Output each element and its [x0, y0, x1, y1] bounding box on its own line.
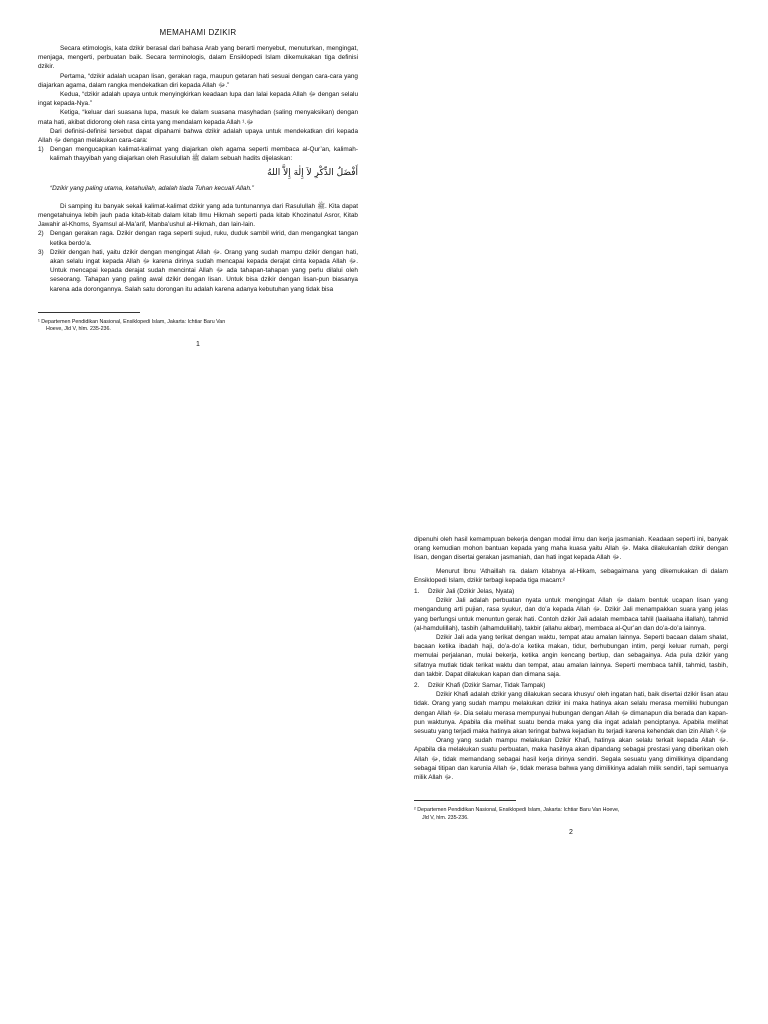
footnote-separator [414, 800, 516, 801]
footnote-line: Jld V, hlm. 235-236. [422, 814, 469, 821]
subheading-number: 2. [414, 682, 420, 690]
paragraph-jali-def: Dzikir Jali adalah perbuatan nyata untuk mengingat Allah ﷻ dalam bentuk ucapan lisan yang mengandung arti pujian, rasa syukur, dan do’a kepada Allah ﷻ. Dzikir Jali menampakkan suara yang jelas yang berfungsi untuk menuntun gerak hati. Contoh dzikir Jali adalah membaca tahlil (laailaaha illallah), tahmid (al-hamdulillah), tasbih (alhamdulillah), takbir (allahu akbar), membaca al-Qur’an dan do’a-do’a lainnya. [414, 597, 728, 632]
hadith-translation [50, 184, 358, 193]
paragraph-tuntunan: Di samping itu banyak sekali kalimat-kalimat dzikir yang ada tuntunannya dari Rasulullah ﷺ. Kita dapat mengetahuinya lebih jauh pada kitab-kitab dalam kitab Ilmu Hikmah seperti pada kitab Khozinatul Asror, Kitab Jawahir al-Khoms, Syamsul al-Ma’arif, Manba’ushul al-Hikmah, dan lain-lain. [38, 202, 358, 229]
arabic-hadith: أَفْضَلُ الذِّكْرِ لاَ إِلٰهَ إِلاَّ اللهُ [267, 167, 358, 178]
footnote-line: Hoeve, Jld V, hlm. 235-236. [46, 326, 111, 333]
page-number: 1 [196, 340, 200, 348]
list-number: 3) [38, 248, 44, 256]
paragraph-ibnu-athaillah: Menurut Ibnu ‘Athaillah ra. dalam kitabnya al-Hikam, sebagaimana yang dikemukakan di dalam Ensiklopedi Islam, dzikir terbagi kepada tiga macam:² [414, 567, 728, 584]
footnote-line: ² Departemen Pendidikan Nasional, Ensiklopedi Islam, Jakarta: Ichtiar Baru Van Hoeve, [414, 807, 620, 814]
subheading-dzikir-khafi [414, 681, 728, 690]
list-text: Dzikir dengan hati, yaitu dzikir dengan mengingat Allah ﷻ. Orang yang sudah mampu dzikir dengan hati, akan selalu ingat kepada Allah ﷻ karena dirinya sudah mencapai kepada derajat cinta kepada Allah ﷻ. Untuk mencapai kepada derajat sudah mencintai Allah ﷻ ada tahapan-tahapan yang perlu dilalui oleh seseorang. Tahapan yang paling awal dzikir dengan lisan. Untuk bisa dzikir dengan lisan-pun biasanya karena ada dorongannya. Salah satu dorongan itu adalah karena adanya kebutuhan yang tidak bisa [50, 248, 358, 293]
list-number: 2) [38, 230, 44, 238]
list-item-2 [38, 229, 358, 247]
paragraph-kedua: Kedua, “dzikir adalah upaya untuk menyingkirkan keadaan lupa dan lalai kepada Allah ﷻ dengan selalu ingat kepada-Nya.” [38, 91, 358, 108]
paragraph-etimologis: Secara etimologis, kata dzikir berasal dari bahasa Arab yang berarti menyebut, menuturkan, mengingat, menjaga, mengerti, perbuatan baik. Secara terminologis, dalam Ensiklopedi Islam dikemukakan tiga definisi dzikir. [38, 45, 358, 71]
list-number: 1) [38, 146, 44, 154]
list-item-3 [38, 248, 358, 294]
page-number: 2 [569, 829, 573, 837]
footnote-2 [414, 807, 728, 822]
paragraph-khafi-hasil: Orang yang sudah mampu melakukan Dzikir Khafi, hatinya akan selalu terkait kepada Allah ﷻ. Apabila dia melakukan suatu perbuatan, maka hasilnya akan dipandang sebagai prestasi yang diberikan oleh Allah ﷻ, tidak memandang sebagai hasil kerja dirinya sendiri. Segala sesuatu yang dimilikinya dipandang sebagai titipan dan karunia Allah ﷻ, tidak merasa bahwa yang dimilikinya adalah milik sendiri, tapi semuanya milik Allah ﷻ. [414, 737, 728, 782]
subheading-number: 1. [414, 588, 420, 596]
list-item-1 [38, 145, 358, 163]
paragraph-jali-waktu: Dzikir Jali ada yang terikat dengan waktu, tempat atau amalan lainnya. Seperti bacaan dalam shalat, bacaan ketika ibadah haji, do’a-do’a ketika makan, tidur, berhubungan intim, pergi keluar rumah, pergi memulai perjalanan, mulai bekerja, ketika angin kencang bertiup, dan sebagainya. Ada pula dzikir yang sifatnya mutlak tidak terikat waktu dan tempat, atau amalan lainnya. Seperti membaca tahlil, tahmid, tasbih, dan takbir. Dapat dilakukan kapan dan dimana saja. [414, 634, 728, 678]
paragraph-definisi: Dari definisi-definisi tersebut dapat dipahami bahwa dzikir adalah upaya untuk mendekatkan diri kepada Allah ﷻ dengan melakukan cara-cara: [38, 127, 358, 145]
subheading-text: Dzikir Jali (Dzikir Jelas, Nyata) [428, 588, 515, 596]
footnote-1 [38, 319, 358, 334]
document-title: MEMAHAMI DZIKIR [159, 28, 237, 37]
subheading-dzikir-jali [414, 587, 728, 596]
footnote-line: ¹ Departemen Pendidikan Nasional, Ensiklopedi Islam, Jakarta: Ichtiar Baru Van [38, 318, 226, 325]
footnote-separator [38, 312, 140, 313]
paragraph-continuation: dipenuhi oleh hasil kemampuan bekerja dengan modal ilmu dan kerja jasmaniah. Keadaan seperti ini, banyak orang kemudian mohon bantuan kepada yang maha kuasa yaitu Allah ﷻ. Maka dilakukanlah dzikir dengan lisan, dengan disertai gerakan jasmaniah, dan hati ingat kepada Allah ﷻ. [414, 536, 728, 562]
list-text: Dengan gerakan raga. Dzikir dengan raga seperti sujud, ruku, duduk sambil wirid, dan mengangkat tangan ketika berdo’a. [50, 230, 358, 247]
list-text: Dengan mengucapkan kalimat-kalimat yang diajarkan oleh agama seperti membaca al-Qur’an, kalimah-kalimah thayyibah yang diajarkan oleh Rasulullah ﷺ dalam sebuah hadits dijelaskan: [50, 146, 358, 163]
page-2 [414, 535, 728, 836]
page-1 [38, 28, 358, 348]
paragraph-khafi-def: Dzikir Khafi adalah dzikir yang dilakukan secara khusyu’ oleh ingatan hati, baik disertai dzikir lisan atau tidak. Orang yang sudah mampu melakukan dzikir ini maka hatinya akan selalu merasa memiliki hubungan dengan Allah ﷻ. Dia selalu merasa mempunyai hubungan dengan Allah ﷻ dimanapun dia berada dan kapan-pun waktunya. Apabila dia melihat suatu benda maka yang dia ingat adalah penciptanya. Apabila melihat sesuatu yang terjadi maka hatinya akan teringat bahwa kejadian itu terjadi karena kehendak dan izin Allah ﷻ.² [414, 691, 728, 736]
paragraph-pertama: Pertama, “dzikir adalah ucapan lisan, gerakan raga, maupun getaran hati sesuai dengan cara-cara yang diajarkan agama, dalam rangka mendekatkan diri kepada Allah ﷻ.” [38, 72, 358, 89]
quote-text: “Dzikir yang paling utama, ketahuilah, adalah tiada Tuhan kecuali Allah.” [50, 184, 254, 192]
subheading-text: Dzikir Khafi (Dzikir Samar, Tidak Tampak) [428, 682, 546, 690]
paragraph-ketiga: Ketiga, “keluar dari suasana lupa, masuk ke dalam suasana masyhadan (saling menyaksikan) dengan mata hati, akibat didorong oleh rasa cinta yang mendalam kepada Allah ﷻ.¹ [38, 109, 358, 126]
